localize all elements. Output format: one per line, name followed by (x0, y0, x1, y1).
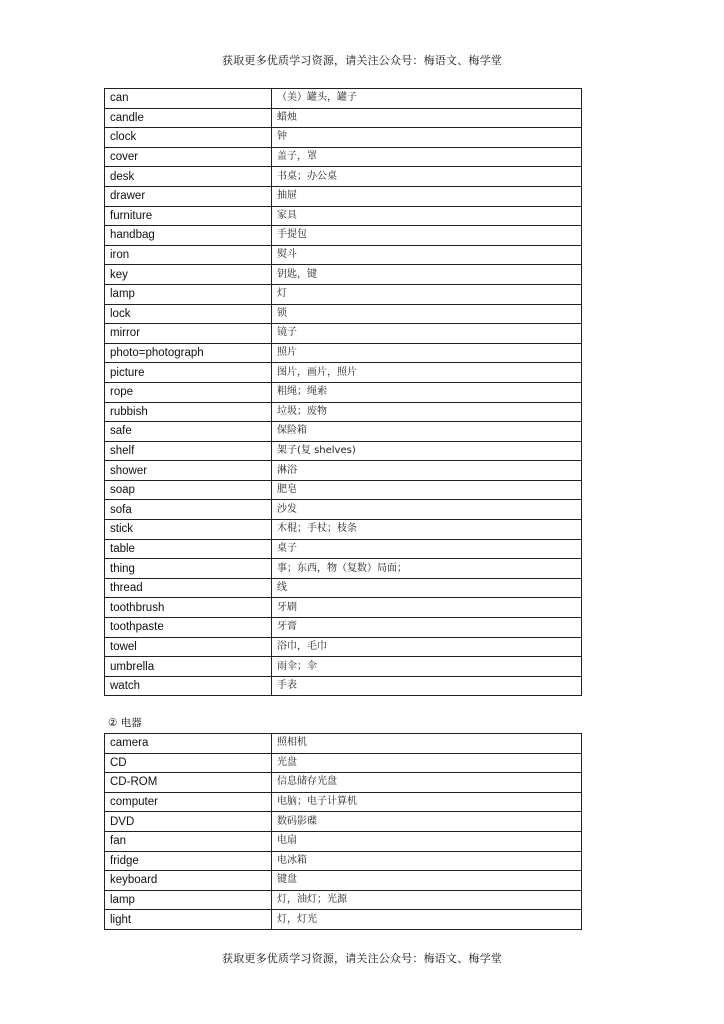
english-word-cell: watch (105, 676, 272, 696)
vocab-row (105, 500, 582, 520)
chinese-meaning-cell: 蜡烛 (272, 108, 582, 128)
chinese-meaning-cell: 沙发 (272, 500, 582, 520)
chinese-meaning-cell: 牙膏 (272, 618, 582, 638)
english-word-cell: rubbish (105, 402, 272, 422)
vocab-row (105, 343, 582, 363)
chinese-meaning-cell: 灯，灯光 (272, 910, 582, 930)
vocab-row (105, 324, 582, 344)
chinese-meaning-cell: 信息储存光盘 (272, 773, 582, 793)
chinese-meaning-cell: 木棍；手杖；枝条 (272, 520, 582, 540)
chinese-meaning-cell: 垃圾；废物 (272, 402, 582, 422)
chinese-meaning-cell: 抽屉 (272, 186, 582, 206)
page-header: 获取更多优质学习资源，请关注公众号：梅语文、梅学堂 (222, 54, 502, 67)
chinese-meaning-cell: 家具 (272, 206, 582, 226)
chinese-meaning-cell: 照片 (272, 343, 582, 363)
chinese-meaning-cell: 键盘 (272, 871, 582, 891)
english-word-cell: thing (105, 559, 272, 579)
vocab-row (105, 559, 582, 579)
english-word-cell: furniture (105, 206, 272, 226)
english-word-cell: table (105, 539, 272, 559)
chinese-meaning-cell: 电脑；电子计算机 (272, 792, 582, 812)
vocab-row (105, 637, 582, 657)
vocab-row (105, 578, 582, 598)
chinese-meaning-cell: 肥皂 (272, 480, 582, 500)
english-word-cell: shower (105, 461, 272, 481)
vocab-row (105, 441, 582, 461)
chinese-meaning-cell: 数码影碟 (272, 812, 582, 832)
english-word-cell: lamp (105, 890, 272, 910)
chinese-meaning-cell: 手表 (272, 676, 582, 696)
chinese-meaning-cell: 钟 (272, 128, 582, 148)
chinese-meaning-cell: 钥匙，键 (272, 265, 582, 285)
vocab-row (105, 539, 582, 559)
english-word-cell: iron (105, 245, 272, 265)
vocab-row (105, 108, 582, 128)
vocab-row (105, 734, 582, 754)
english-word-cell: key (105, 265, 272, 285)
english-word-cell: light (105, 910, 272, 930)
vocab-row (105, 871, 582, 891)
english-word-cell: CD (105, 753, 272, 773)
chinese-meaning-cell: 照相机 (272, 734, 582, 754)
chinese-meaning-cell: 线 (272, 578, 582, 598)
vocab-row (105, 186, 582, 206)
chinese-meaning-cell: 雨伞；伞 (272, 657, 582, 677)
chinese-meaning-cell: 电冰箱 (272, 851, 582, 871)
english-word-cell: toothpaste (105, 618, 272, 638)
chinese-meaning-cell: 熨斗 (272, 245, 582, 265)
english-word-cell: safe (105, 422, 272, 442)
english-word-cell: camera (105, 734, 272, 754)
vocab-row (105, 657, 582, 677)
vocab-row (105, 167, 582, 187)
vocab-row (105, 206, 582, 226)
english-word-cell: umbrella (105, 657, 272, 677)
vocab-row (105, 402, 582, 422)
vocab-row (105, 792, 582, 812)
english-word-cell: rope (105, 382, 272, 402)
page-footer: 获取更多优质学习资源，请关注公众号：梅语文、梅学堂 (222, 952, 502, 965)
chinese-meaning-cell: 架子(复 shelves) (272, 441, 582, 461)
chinese-meaning-cell: 粗绳；绳索 (272, 382, 582, 402)
english-word-cell: computer (105, 792, 272, 812)
english-word-cell: desk (105, 167, 272, 187)
english-word-cell: picture (105, 363, 272, 383)
english-word-cell: fridge (105, 851, 272, 871)
section-heading-appliances: ② 电器 (108, 717, 142, 729)
vocab-row (105, 480, 582, 500)
english-word-cell: fan (105, 831, 272, 851)
vocab-row (105, 265, 582, 285)
english-word-cell: thread (105, 578, 272, 598)
chinese-meaning-cell: 书桌；办公桌 (272, 167, 582, 187)
vocab-row (105, 89, 582, 109)
english-word-cell: handbag (105, 226, 272, 246)
chinese-meaning-cell: 光盘 (272, 753, 582, 773)
english-word-cell: towel (105, 637, 272, 657)
vocab-row (105, 284, 582, 304)
vocab-row (105, 422, 582, 442)
english-word-cell: cover (105, 147, 272, 167)
vocab-row (105, 226, 582, 246)
english-word-cell: lamp (105, 284, 272, 304)
chinese-meaning-cell: 事；东西，物（复数）局面； (272, 559, 582, 579)
chinese-meaning-cell: 盖子，罩 (272, 147, 582, 167)
chinese-meaning-cell: 锁 (272, 304, 582, 324)
english-word-cell: photo=photograph (105, 343, 272, 363)
english-word-cell: candle (105, 108, 272, 128)
chinese-meaning-cell: 镜子 (272, 324, 582, 344)
vocab-row (105, 910, 582, 930)
vocab-row (105, 831, 582, 851)
vocab-row (105, 520, 582, 540)
vocab-row (105, 461, 582, 481)
chinese-meaning-cell: 灯 (272, 284, 582, 304)
chinese-meaning-cell: 电扇 (272, 831, 582, 851)
english-word-cell: DVD (105, 812, 272, 832)
vocab-table-appliances (104, 733, 582, 930)
vocab-row (105, 676, 582, 696)
vocab-row (105, 128, 582, 148)
english-word-cell: keyboard (105, 871, 272, 891)
vocab-row (105, 753, 582, 773)
vocab-row (105, 773, 582, 793)
chinese-meaning-cell: 灯，油灯；光源 (272, 890, 582, 910)
english-word-cell: stick (105, 520, 272, 540)
chinese-meaning-cell: 淋浴 (272, 461, 582, 481)
vocab-table-household (104, 88, 582, 696)
chinese-meaning-cell: 图片，画片，照片 (272, 363, 582, 383)
vocab-row (105, 851, 582, 871)
english-word-cell: soap (105, 480, 272, 500)
vocab-row (105, 304, 582, 324)
english-word-cell: sofa (105, 500, 272, 520)
chinese-meaning-cell: 桌子 (272, 539, 582, 559)
vocab-row (105, 812, 582, 832)
chinese-meaning-cell: 保险箱 (272, 422, 582, 442)
english-word-cell: CD-ROM (105, 773, 272, 793)
english-word-cell: mirror (105, 324, 272, 344)
vocab-row (105, 382, 582, 402)
vocab-row (105, 147, 582, 167)
english-word-cell: clock (105, 128, 272, 148)
chinese-meaning-cell: 浴巾，毛巾 (272, 637, 582, 657)
vocab-row (105, 598, 582, 618)
english-word-cell: shelf (105, 441, 272, 461)
vocab-row (105, 618, 582, 638)
english-word-cell: can (105, 89, 272, 109)
english-word-cell: drawer (105, 186, 272, 206)
english-word-cell: lock (105, 304, 272, 324)
english-word-cell: toothbrush (105, 598, 272, 618)
vocab-row (105, 363, 582, 383)
chinese-meaning-cell: 牙刷 (272, 598, 582, 618)
chinese-meaning-cell: 手提包 (272, 226, 582, 246)
vocab-row (105, 890, 582, 910)
chinese-meaning-cell: （美）罐头，罐子 (272, 89, 582, 109)
vocab-row (105, 245, 582, 265)
